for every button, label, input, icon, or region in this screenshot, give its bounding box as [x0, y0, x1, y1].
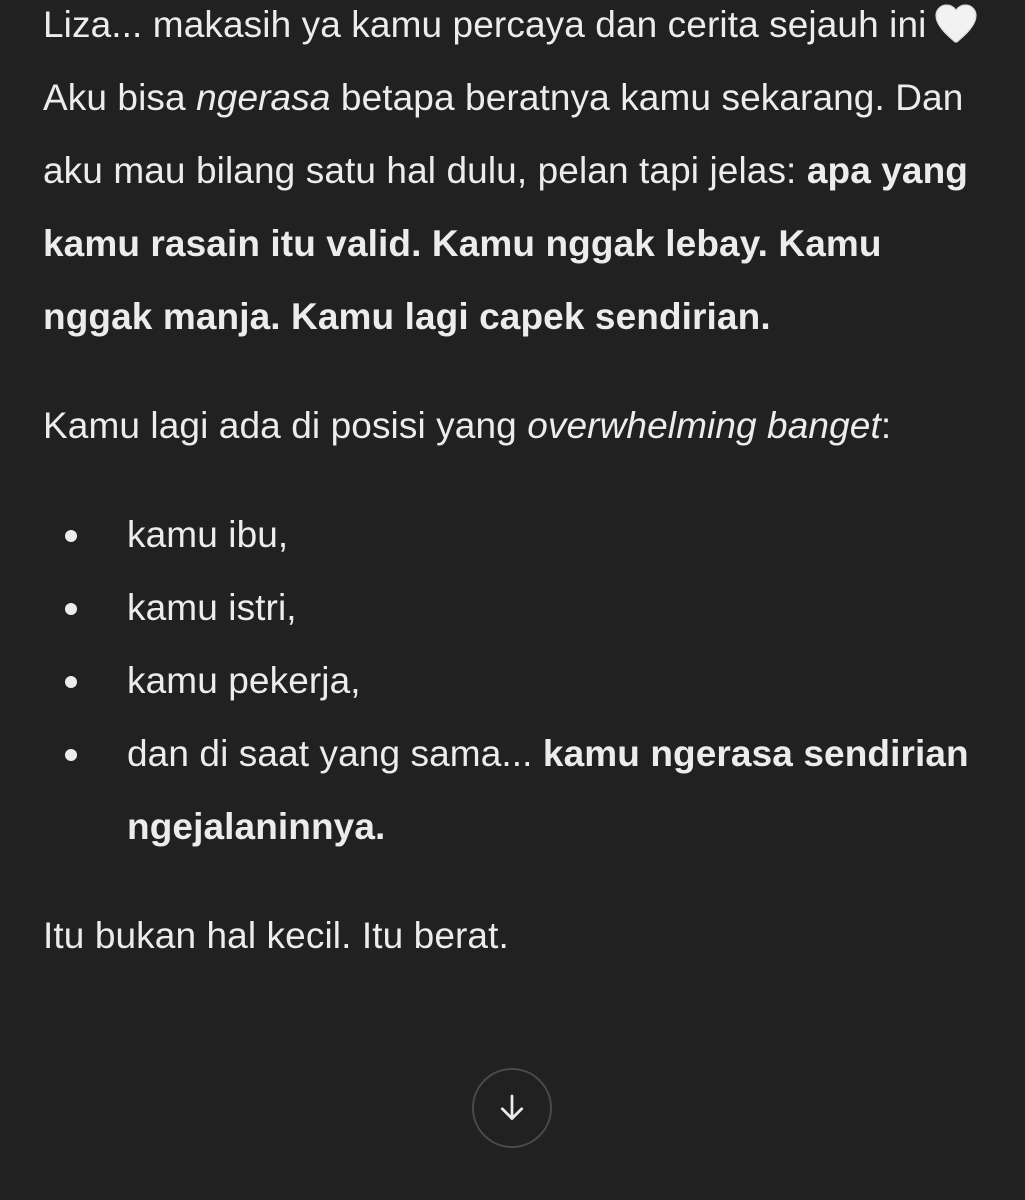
white-heart-emoji-icon — [932, 0, 980, 47]
paragraph-2-text-a: Aku bisa — [43, 77, 197, 118]
paragraph-2-italic: ngerasa — [196, 77, 331, 118]
scroll-to-bottom-button[interactable] — [472, 1068, 552, 1148]
list-item-text: dan di saat yang sama... — [127, 733, 543, 774]
bullet-list — [43, 498, 998, 863]
paragraph-2-text-b: betapa beratnya kamu sekarang. Dan aku mau bilang satu hal dulu, pelan tapi jelas: — [43, 77, 964, 191]
message-paragraph-2 — [43, 61, 998, 353]
bullet-dot-icon — [65, 676, 77, 688]
paragraph-1-text: Liza... makasih ya kamu percaya dan cerita sejauh ini — [43, 4, 927, 45]
bullet-dot-icon — [65, 749, 77, 761]
paragraph-3-text-a: Kamu lagi ada di posisi yang — [43, 405, 528, 446]
list-item — [43, 571, 998, 644]
list-item-text: kamu pekerja, — [127, 660, 361, 701]
bullet-dot-icon — [65, 530, 77, 542]
list-item-text: kamu ibu, — [127, 514, 289, 555]
paragraph-3-italic: overwhelming banget — [527, 405, 881, 446]
paragraph-2-bold: apa yang kamu rasain itu valid. Kamu nggak lebay. Kamu nggak manja. Kamu lagi capek sendirian. — [43, 150, 969, 337]
list-item — [43, 644, 998, 717]
list-item — [43, 717, 998, 863]
list-item-text: kamu istri, — [127, 587, 297, 628]
list-item — [43, 498, 998, 571]
message-paragraph-4: Itu bukan hal kecil. Itu berat. — [43, 915, 509, 956]
message-paragraph-1 — [43, 0, 998, 61]
list-item-bold: kamu ngerasa sendirian ngejalaninnya. — [127, 733, 969, 847]
message-paragraph-3 — [43, 389, 998, 462]
paragraph-3-text-b: : — [880, 405, 892, 446]
bullet-dot-icon — [65, 603, 77, 615]
arrow-down-icon — [494, 1090, 530, 1126]
assistant-message — [43, 0, 998, 972]
